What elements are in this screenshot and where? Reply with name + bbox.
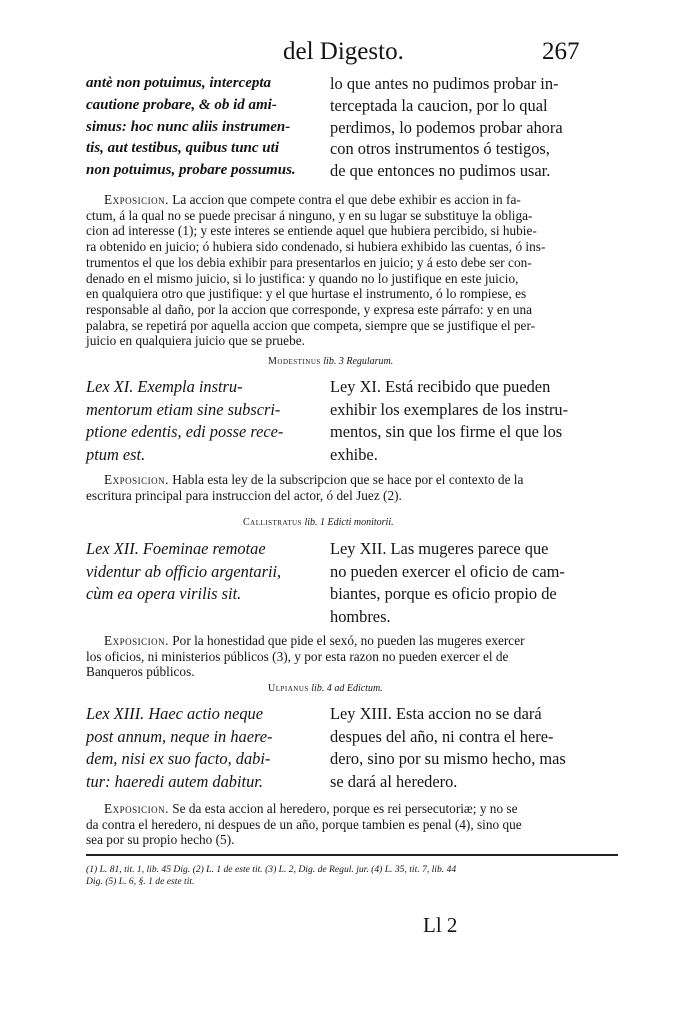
page-number: 267 — [542, 38, 580, 65]
footnotes — [86, 864, 618, 888]
exposicion-text: La accion que compete contra el que debe exhibir es accion in fa- — [172, 192, 521, 207]
exposicion-line: los oficios, ni ministerios públicos (3), y por esta razon no pueden exercer el de — [86, 648, 509, 664]
exposicion-label: Exposicion. — [104, 192, 169, 207]
spanish-line: mentos, sin que los firme el que los — [330, 422, 563, 441]
source-attribution — [268, 683, 383, 694]
latin-line: videntur ab officio argentarii, — [86, 561, 282, 581]
spanish-line: se dará al heredero. — [330, 771, 458, 791]
exposicion-label: Exposicion. — [104, 801, 169, 816]
latin-line: tis, aut testibus, quibus tunc uti — [86, 140, 279, 157]
exposicion-line: juicio en qualquiera juicio que se pruebe. — [86, 333, 305, 349]
exposicion-paragraph — [86, 801, 618, 848]
spanish-line: perdimos, lo podemos probar ahora — [330, 117, 563, 137]
spanish-line: con otros instrumentos ó testigos, — [330, 139, 550, 159]
exposicion-paragraph — [86, 192, 618, 349]
source-work: lib. 4 ad Edictum. — [311, 683, 383, 694]
spanish-line: biantes, porque es oficio propio de — [330, 584, 557, 603]
spanish-line: Ley XIII. Esta accion no se dará — [330, 704, 542, 723]
exposicion-line: escritura principal para instruccion del actor, ó del Juez (2). — [86, 487, 402, 503]
latin-column — [86, 538, 314, 606]
spanish-column — [330, 538, 612, 628]
footnote-line: Dig. (5) L. 6, §. 1 de este tit. — [86, 876, 195, 887]
exposicion-line: da contra el heredero, ni despues de un año, porque tambien es penal (4), sino que — [86, 816, 522, 832]
exposicion-first-line — [86, 192, 618, 208]
spanish-line: hombres. — [330, 606, 391, 626]
exposicion-line: sea por su propio hecho (5). — [86, 832, 235, 848]
latin-line: simus: hoc nunc aliis instrumen- — [86, 118, 291, 135]
exposicion-first-line — [86, 472, 618, 488]
spanish-line: lo que antes no pudimos probar in- — [330, 74, 559, 93]
spanish-line: Ley XII. Las mugeres parece que — [330, 539, 549, 558]
latin-line: tur: haeredi autem dabitur. — [86, 771, 263, 791]
source-author: Callistratus — [243, 517, 302, 528]
exposicion-line: responsable al daño, por la accion que corresponde, y expresa este párrafo: y en una — [86, 301, 532, 317]
exposicion-line: cion ad interesse (1); y este interes se entiende aquel que hubiera percibido, si hubie- — [86, 223, 537, 239]
exposicion-line: en qualquiera otro que justifique: y el que hurtase el instrumento, ó lo rompiese, es — [86, 286, 527, 302]
spanish-line: Ley XI. Está recibido que pueden — [330, 377, 551, 396]
exposicion-line: denado en el mismo juicio, si lo justifica: y quando no lo justifique en este juicio, — [86, 270, 519, 286]
exposicion-line: trumentos el que los debia exhibir para presentarlos en juicio; y á esto debe ser con- — [86, 254, 532, 270]
lex-xi-block — [86, 376, 612, 471]
spanish-line: despues del año, ni contra el here- — [330, 726, 554, 746]
exposicion-paragraph — [86, 472, 618, 503]
spanish-line: dero, sino por su mismo hecho, mas — [330, 749, 566, 768]
latin-line: non potuimus, probare possumus. — [86, 162, 296, 179]
latin-line: mentorum etiam sine subscri- — [86, 399, 281, 419]
exposicion-line: Banqueros públicos. — [86, 664, 195, 680]
spanish-line: exhibe. — [330, 444, 378, 464]
latin-line: Lex XII. Foeminae remotae — [86, 539, 266, 558]
latin-column — [86, 376, 314, 466]
exposicion-text: Por la honestidad que pide el sexó, no pueden las mugeres exercer — [172, 633, 525, 648]
latin-line: dem, nisi ex suo facto, dabi- — [86, 749, 271, 768]
source-work: lib. 3 Regularum. — [323, 356, 394, 367]
exposicion-paragraph — [86, 633, 618, 680]
footnote-rule — [86, 854, 618, 856]
latin-line: cùm ea opera virilis sit. — [86, 584, 242, 603]
exposicion-first-line — [86, 801, 618, 817]
latin-line: Lex XI. Exempla instru- — [86, 377, 243, 396]
lex-xiii-block — [86, 703, 612, 798]
exposicion-text: Se da esta accion al heredero, porque es rei persecutoriæ; y no se — [172, 801, 518, 816]
source-author: Ulpianus — [268, 683, 309, 694]
latin-column — [86, 73, 314, 182]
footnote-line: (1) L. 81, tit. 1, lib. 45 Dig. (2) L. 1 de este tit. (3) L. 2, Dig. de Regul. jur. (4) L. 35, tit. 7, lib. 44 — [86, 864, 457, 875]
spanish-column — [330, 376, 612, 466]
latin-line: ptum est. — [86, 444, 146, 464]
latin-column — [86, 703, 314, 793]
spanish-column — [330, 703, 612, 793]
exposicion-line: ra obtenido en juicio; ó hubiera sido condenado, si hubiera exhibido las cuentas, ó ins- — [86, 239, 546, 255]
spanish-column — [330, 73, 612, 182]
spanish-line: de que entonces no pudimos usar. — [330, 161, 551, 181]
bilingual-block-continuation — [86, 73, 612, 183]
exposicion-line: palabra, se repetirá por aquella accion que competa, siempre que se justifique el per- — [86, 317, 536, 333]
spanish-line: terceptada la caucion, por lo qual — [330, 95, 548, 115]
latin-line: post annum, neque in haere- — [86, 726, 273, 746]
exposicion-label: Exposicion. — [104, 633, 169, 648]
exposicion-line: ctum, á la qual no se puede precisar á ninguno, y en su lugar se substituye la obliga- — [86, 207, 533, 223]
exposicion-label: Exposicion. — [104, 472, 169, 487]
lex-xii-block — [86, 538, 612, 633]
exposicion-first-line — [86, 633, 618, 649]
spanish-line: exhibir los exemplares de los instru- — [330, 399, 569, 419]
source-attribution — [268, 356, 393, 367]
latin-line: Lex XIII. Haec actio neque — [86, 704, 264, 723]
latin-line: ptione edentis, edi posse rece- — [86, 422, 284, 441]
latin-line: cautione probare, & ob id ami- — [86, 96, 277, 113]
latin-line: antè non potuimus, intercepta — [86, 75, 272, 91]
exposicion-text: Habla esta ley de la subscripcion que se hace por el contexto de la — [172, 472, 524, 487]
source-work: lib. 1 Edicti monitorii. — [304, 517, 394, 528]
running-header — [0, 38, 682, 78]
source-author: Modestinus — [268, 356, 321, 367]
spanish-line: no pueden exercer el oficio de cam- — [330, 561, 565, 581]
running-title: del Digesto. — [283, 38, 404, 65]
source-attribution — [243, 517, 394, 528]
signature-mark: Ll 2 — [423, 913, 458, 937]
